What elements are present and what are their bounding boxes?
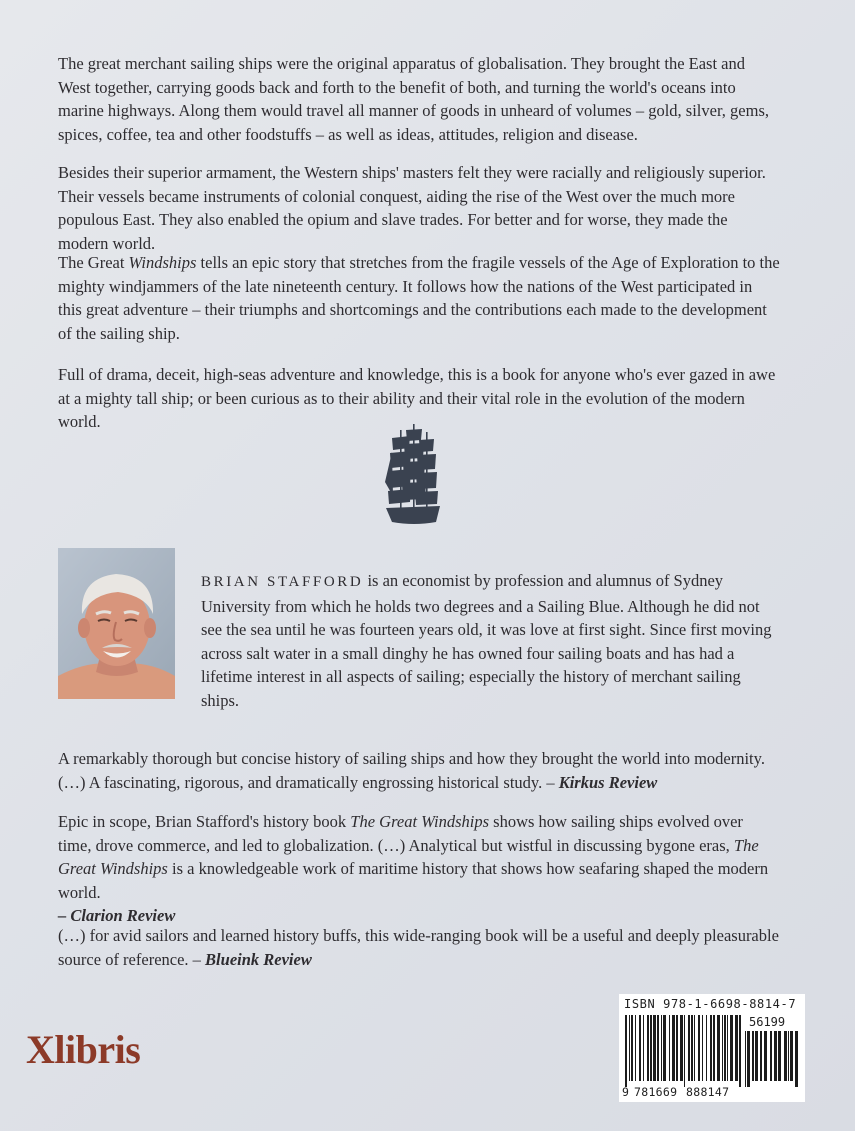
review-source: Blueink Review [205, 949, 312, 969]
price-code: 56199 [749, 1015, 786, 1029]
barcode-bar [747, 1031, 750, 1087]
barcode-bar [788, 1031, 789, 1081]
barcode-bar [717, 1015, 720, 1081]
barcode-bar [672, 1015, 675, 1081]
barcode-bar [669, 1015, 670, 1081]
barcode-bar [629, 1015, 630, 1081]
barcode-bar [713, 1015, 715, 1081]
barcode-bar [739, 1015, 741, 1087]
barcode-bar [702, 1015, 703, 1081]
barcode-bar [764, 1031, 767, 1081]
barcode-bar [735, 1015, 738, 1081]
barcode-bar [724, 1015, 726, 1081]
author-photo [58, 548, 175, 699]
review-clarion [58, 810, 780, 928]
barcode-bar [784, 1031, 787, 1081]
barcode-bar [760, 1031, 762, 1081]
barcode-bar [752, 1031, 754, 1081]
barcode-bar [661, 1015, 662, 1081]
barcode-digit-first: 9 [622, 1085, 630, 1099]
isbn-barcode [625, 1015, 743, 1087]
barcode-bar [635, 1015, 636, 1081]
isbn-text: ISBN 978-1-6698-8814-7 [624, 997, 797, 1011]
author-name: BRIAN STAFFORD [201, 574, 364, 590]
barcode-bar [774, 1031, 777, 1081]
barcode-bar [684, 1015, 685, 1087]
description-paragraph-3 [58, 251, 780, 345]
barcode-bar [790, 1031, 793, 1081]
barcode-bar [663, 1015, 666, 1081]
barcode-bar [688, 1015, 690, 1081]
barcode-bar [710, 1015, 712, 1081]
description-paragraph-4: Full of drama, deceit, high-seas adventure and knowledge, this is a book for anyone who's ever gazed in awe at a mighty tall ship; or been curious as to their ability and their vital role in the evolution of the modern world. [58, 365, 776, 431]
review-kirkus [58, 747, 780, 794]
description-paragraph-1: The great merchant sailing ships were the original apparatus of globalisation. They brought the East and West together, carrying goods back and forth to the benefit of both, and turning the world's oceans into marine highways. Along them would travel all manner of goods in unheard of volumes – gold, silver, gems, spices, coffee, tea and other foodstuffs – as well as ideas, attitudes, religion and disease. [58, 54, 769, 144]
barcode-bar [778, 1031, 781, 1081]
review-text: is a knowledgeable work of maritime history that shows how seafaring shaped the modern world. [58, 859, 769, 902]
description-paragraph-2: Besides their superior armament, the Western ships' masters felt they were racially and religiously superior. Their vessels became instruments of colonial conquest, aiding the rise of the West over the much more populous East. They also enabled the opium and slave trades. For better and for worse, they made the modern world. [58, 163, 766, 253]
barcode-bar [722, 1015, 723, 1081]
barcode-bar [650, 1015, 652, 1081]
review-text: (…) for avid sailors and learned history buffs, this wide-ranging book will be a useful and deeply pleasurable source of reference. – [58, 926, 779, 969]
barcode-bar [676, 1015, 678, 1081]
barcode-bar [755, 1031, 758, 1081]
barcode-bar [647, 1015, 649, 1081]
barcode-bar [706, 1015, 707, 1081]
barcode-bar [631, 1015, 633, 1081]
barcode-bar [691, 1015, 693, 1081]
book-title-italic: The Great Windships [350, 812, 490, 831]
price-barcode [745, 1031, 799, 1087]
barcode-bar [727, 1015, 728, 1081]
barcode-digit-group: 888147 [686, 1085, 730, 1099]
barcode-digit-group: 781669 [634, 1085, 678, 1099]
book-title-italic: The Great Windships [58, 835, 759, 878]
review-source: – Clarion Review [58, 906, 176, 925]
review-text: shows how sailing ships evolved over time, drove commerce, and led to globalization. (…) Analytical but wistful in discussing bygone eras, [58, 812, 743, 855]
barcode-bar [639, 1015, 641, 1081]
review-blueink [58, 924, 780, 971]
barcode-bar [657, 1015, 659, 1081]
barcode-bar [745, 1031, 746, 1087]
publisher-logo: Xlibris [26, 1027, 141, 1072]
barcode-bar [795, 1031, 798, 1087]
barcode-bar [694, 1015, 695, 1081]
author-bio [201, 569, 776, 712]
description-text: tells an epic story that stretches from the fragile vessels of the Age of Exploration to the mighty windjammers of the late nineteenth century. It follows how the nations of the West participated in this great adventure – their triumphs and shortcomings and the contributions each made to the development of the sailing ship. [58, 253, 780, 343]
book-title-italic: Windships [128, 253, 197, 272]
barcode-bar [770, 1031, 772, 1081]
barcode-bar [730, 1015, 733, 1081]
barcode-bar [680, 1015, 683, 1081]
review-text: A remarkably thorough but concise history of sailing ships and how they brought the world into modernity. (…) A fascinating, rigorous, and dramatically engrossing historical study. – [58, 749, 765, 792]
review-source: Kirkus Review [558, 772, 658, 792]
barcode-bar [698, 1015, 700, 1081]
sailing-ship-icon [384, 422, 442, 526]
barcode-bar [643, 1015, 644, 1081]
author-bio-text: is an economist by profession and alumnus of Sydney University from which he holds two degrees and a Sailing Blue. Although he did not see the sea until he was fourteen years old, it was love at first sight. Since first moving across salt water in a small dinghy he has owned four sailing boats and has had a lifetime interest in all aspects of sailing; especially the history of merchant sailing ships. [201, 571, 772, 710]
review-text: Epic in scope, Brian Stafford's history book [58, 812, 351, 831]
barcode-bar [653, 1015, 656, 1081]
description-text: The Great [58, 253, 129, 272]
barcode-bar [625, 1015, 627, 1087]
